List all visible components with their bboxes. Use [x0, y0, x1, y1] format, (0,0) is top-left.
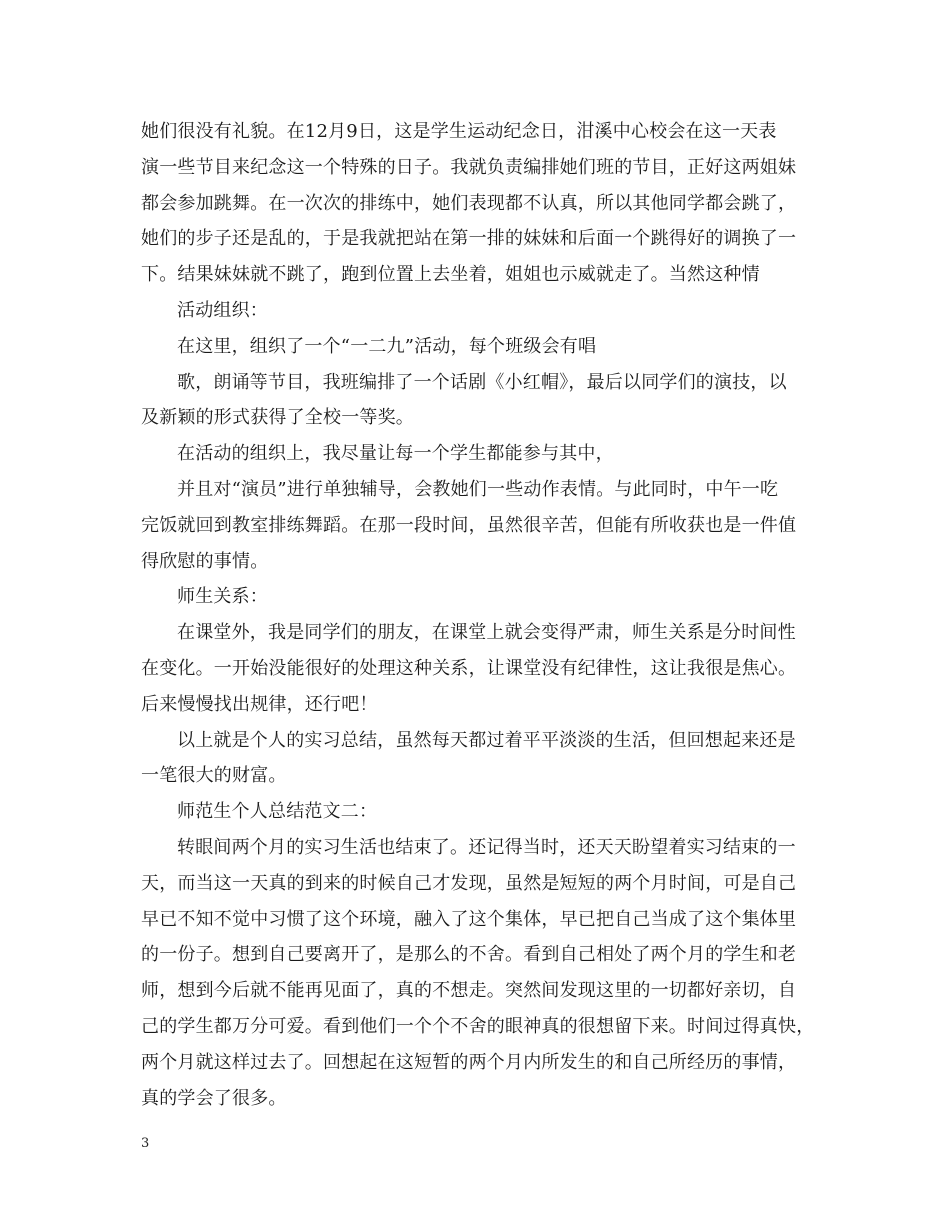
text-line: 得欣慰的事情。: [141, 550, 269, 572]
text-line: 一笔很大的财富。: [141, 765, 287, 787]
text-line: 早已不知不觉中习惯了这个环境，融入了这个集体，早已把自己当成了这个集体里: [141, 908, 797, 930]
text-line: 后来慢慢找出规律，还行吧！: [141, 693, 378, 715]
text-line: 她们很没有礼貌。在12月9日，这是学生运动纪念日，泔溪中心校会在这一天表: [141, 121, 777, 142]
text-line: 完饭就回到教室排练舞蹈。在那一段时间，虽然很辛苦，但能有所收获也是一件值: [141, 514, 797, 536]
text-line: 下。结果妹妹就不跳了，跑到位置上去坐着，姐姐也示威就走了。当然这种情: [141, 264, 760, 286]
text-line: 她们的步子还是乱的，于是我就把站在第一排的妹妹和后面一个跳得好的调换了一: [141, 228, 797, 250]
text-line: 两个月就这样过去了。回想起在这短暂的两个月内所发生的和自己所经历的事情，: [141, 1051, 797, 1073]
text-line: 演一些节目来纪念这一个特殊的日子。我就负责编排她们班的节目，正好这两姐妹: [141, 156, 797, 178]
text-line: 师，想到今后就不能再见面了，真的不想走。突然间发现这里的一切都好亲切，自: [141, 980, 797, 1002]
text-line: 师生关系：: [177, 586, 268, 608]
text-line: 师范生个人总结范文二：: [177, 801, 378, 823]
text-line: 的一份子。想到自己要离开了，是那么的不舍。看到自己相处了两个月的学生和老: [141, 944, 797, 966]
text-line: 在变化。一开始没能很好的处理这种关系，让课堂没有纪律性，这让我很是焦心。: [141, 657, 797, 679]
document-body: [141, 114, 831, 1116]
page-number: 3: [141, 1136, 150, 1151]
text-line: 活动组织：: [177, 299, 268, 321]
text-line: 以上就是个人的实习总结，虽然每天都过着平平淡淡的生活，但回想起来还是: [177, 729, 796, 751]
text-line: 己的学生都万分可爱。看到他们一个个不舍的眼神真的很想留下来。时间过得真快，: [141, 1015, 815, 1037]
text-line: 在这里，组织了一个“一二九”活动，每个班级会有唱: [177, 335, 597, 357]
text-line: 都会参加跳舞。在一次次的排练中，她们表现都不认真，所以其他同学都会跳了，: [141, 192, 797, 214]
text-line: 在课堂外，我是同学们的朋友，在课堂上就会变得严肃，师生关系是分时间性: [177, 622, 796, 644]
text-line: 并且对“演员”进行单独辅导，会教她们一些动作表情。与此同时，中午一吃: [177, 478, 779, 500]
text-line: 转眼间两个月的实习生活也结束了。还记得当时，还天天盼望着实习结束的一: [177, 836, 796, 858]
text-line: 真的学会了很多。: [141, 1087, 287, 1109]
text-line: 及新颖的形式获得了全校一等奖。: [141, 407, 414, 429]
text-line: 在活动的组织上，我尽量让每一个学生都能参与其中，: [177, 443, 614, 465]
text-line: 歌，朗诵等节目，我班编排了一个话剧《小红帽》，最后以同学们的演技，以: [177, 371, 787, 393]
text-line: 天，而当这一天真的到来的时候自己才发现，虽然是短短的两个月时间，可是自己: [141, 872, 797, 894]
